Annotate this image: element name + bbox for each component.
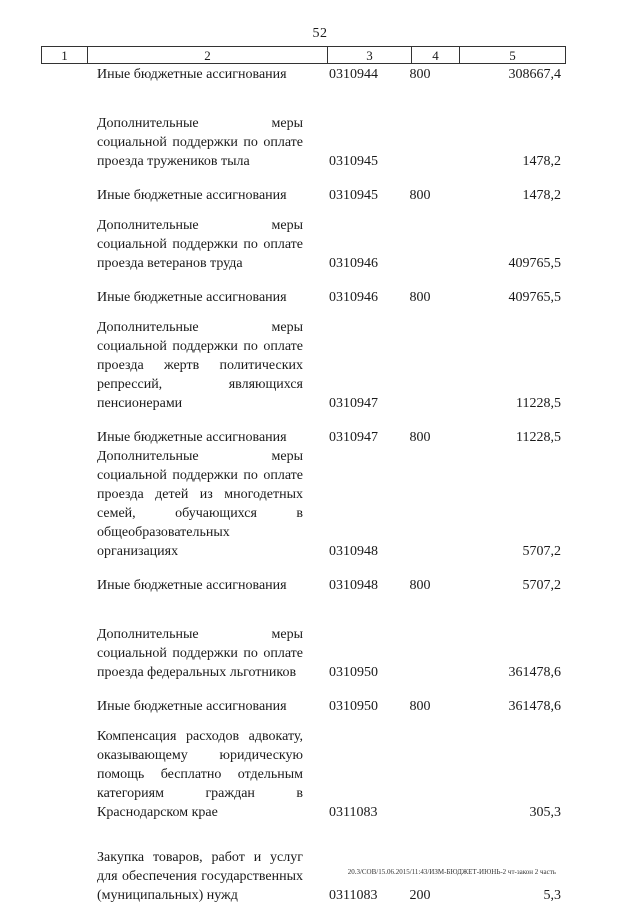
row-name: Дополнительные меры социальной поддержки по оплате проезда жертв политических репрессий, являющихся пенсионерами — [97, 320, 303, 411]
row-code: 0310947 — [329, 430, 378, 445]
row-name: Дополнительные меры социальной поддержки по оплате проезда ветеранов труда — [97, 218, 303, 271]
row-name-cell — [41, 447, 323, 561]
row-name: Дополнительные меры социальной поддержки по оплате проезда тружеников тыла — [97, 116, 303, 169]
row-code: 0310950 — [329, 699, 378, 714]
row-code: 0310947 — [329, 396, 378, 411]
budget-table-body — [41, 62, 565, 905]
row-name-cell — [41, 171, 323, 205]
row-amount: 409765,5 — [508, 290, 561, 305]
row-amount: 308667,4 — [508, 67, 561, 82]
row-name: Иные бюджетные ассигнования — [97, 578, 287, 593]
row-code: 0310944 — [329, 67, 378, 82]
row-amount: 305,3 — [529, 805, 561, 820]
table-row — [41, 716, 565, 822]
column-header-2: 2 — [88, 47, 328, 64]
row-code: 0310948 — [329, 578, 378, 593]
row-amount: 409765,5 — [508, 256, 561, 271]
row-amount: 5,3 — [543, 888, 561, 903]
row-expense-type: 800 — [409, 699, 431, 714]
row-name-cell — [41, 682, 323, 716]
table-row — [41, 273, 565, 307]
row-expense-type: 800 — [409, 290, 431, 305]
row-code: 0310946 — [329, 290, 378, 305]
row-amount: 1478,2 — [522, 188, 561, 203]
row-code: 0310948 — [329, 544, 378, 559]
row-expense-type: 800 — [409, 67, 431, 82]
table-row — [41, 822, 565, 905]
row-name: Иные бюджетные ассигнования — [97, 67, 287, 82]
table-row — [41, 447, 565, 561]
row-name: Дополнительные меры социальной поддержки по оплате проезда детей из многодетных семей, обучающихся в общеобразовательных организациях — [97, 449, 303, 559]
table-row — [41, 62, 565, 84]
row-amount: 5707,2 — [522, 578, 561, 593]
row-expense-type — [389, 447, 451, 561]
table-row — [41, 595, 565, 682]
column-header-4: 4 — [412, 47, 460, 64]
row-amount: 11228,5 — [516, 430, 561, 445]
row-name-cell — [41, 822, 323, 905]
table-row — [41, 561, 565, 595]
row-name-cell — [41, 62, 323, 84]
row-name-cell — [41, 413, 323, 447]
budget-table — [41, 62, 565, 905]
row-amount: 361478,6 — [508, 665, 561, 680]
table-row — [41, 84, 565, 171]
column-header-3: 3 — [328, 47, 412, 64]
table-row — [41, 171, 565, 205]
row-code: 0310945 — [329, 154, 378, 169]
row-amount: 5707,2 — [522, 544, 561, 559]
row-name: Дополнительные меры социальной поддержки по оплате проезда федеральных льготников — [97, 627, 303, 680]
row-expense-type: 200 — [409, 888, 431, 903]
row-amount: 361478,6 — [508, 699, 561, 714]
footer-document-id: 20.3/СОВ/15.06.2015/11:43/ИЗМ-БЮДЖЕТ-ИЮНЬ-2 чт-закон 2 часть — [347, 868, 556, 876]
row-name: Компенсация расходов адвокату, оказывающему юридическую помощь бесплатно отдельным категориям граждан в Краснодарском крае — [97, 729, 303, 820]
row-name-cell — [41, 84, 323, 171]
row-name-cell — [41, 595, 323, 682]
row-code: 0311083 — [329, 805, 378, 820]
column-header-1: 1 — [42, 47, 88, 64]
row-name-cell — [41, 205, 323, 273]
row-name: Закупка товаров, работ и услуг для обеспечения государственных (муниципальных) нужд — [97, 850, 303, 903]
row-name: Иные бюджетные ассигнования — [97, 188, 287, 203]
row-expense-type: 800 — [409, 188, 431, 203]
row-name: Иные бюджетные ассигнования — [97, 290, 287, 305]
row-code: 0310950 — [329, 665, 378, 680]
page-number: 52 — [312, 26, 328, 41]
row-name-cell — [41, 307, 323, 413]
row-expense-type — [389, 716, 451, 822]
table-row — [41, 307, 565, 413]
row-expense-type — [389, 307, 451, 413]
row-expense-type — [389, 595, 451, 682]
row-amount: 1478,2 — [522, 154, 561, 169]
row-name: Иные бюджетные ассигнования — [97, 699, 287, 714]
row-code: 0310945 — [329, 188, 378, 203]
row-code: 0311083 — [329, 888, 378, 903]
row-expense-type — [389, 205, 451, 273]
row-name-cell — [41, 716, 323, 822]
table-row — [41, 682, 565, 716]
row-expense-type: 800 — [409, 430, 431, 445]
row-expense-type — [389, 84, 451, 171]
table-row — [41, 413, 565, 447]
row-code: 0310946 — [329, 256, 378, 271]
row-amount: 11228,5 — [516, 396, 561, 411]
row-name-cell — [41, 561, 323, 595]
row-expense-type: 800 — [409, 578, 431, 593]
row-name-cell — [41, 273, 323, 307]
column-header-5: 5 — [460, 47, 566, 64]
row-name: Иные бюджетные ассигнования — [97, 430, 287, 445]
table-row — [41, 205, 565, 273]
